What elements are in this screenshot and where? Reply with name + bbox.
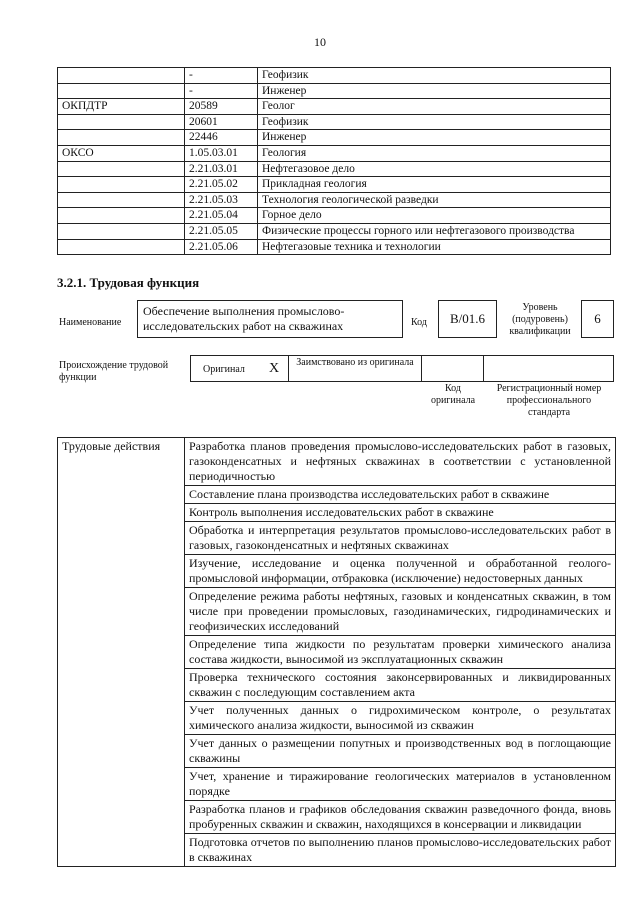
- reg-number-cell: [483, 355, 614, 382]
- name-cell: Нефтегазовое дело: [258, 161, 611, 177]
- name-cell: Нефтегазовые техника и технологии: [258, 239, 611, 255]
- labor-actions-header: Трудовые действия: [58, 438, 185, 867]
- occupation-row: [58, 145, 611, 161]
- function-name: Обеспечение выполнения промыслово-исследовательских работ на скважинах: [143, 304, 345, 333]
- origin-label: Происхождение трудовой функции: [59, 360, 169, 383]
- occupation-row: [58, 68, 611, 84]
- section-cell: [58, 239, 185, 255]
- section-cell: [58, 161, 185, 177]
- original-label: Оригинал: [203, 364, 245, 375]
- name-cell: Геофизик: [258, 114, 611, 130]
- labor-action-item: Определение типа жидкости по результатам проверки химического анализа состава жидкости, выносимой из эксплуатационных скважин: [185, 636, 616, 669]
- labor-action-item: Составление плана производства исследовательских работ в скважине: [185, 486, 616, 504]
- section-cell: [58, 223, 185, 239]
- labor-action-item: Проверка технического состояния законсервированных и ликвидированных скважин с последующим составлением акта: [185, 669, 616, 702]
- code-cell: 22446: [185, 130, 258, 146]
- original-mark: X: [269, 361, 280, 376]
- name-cell: Геофизик: [258, 68, 611, 84]
- section-cell: [58, 83, 185, 99]
- labor-actions-table: [57, 437, 616, 867]
- occupation-row: [58, 130, 611, 146]
- section-cell: [58, 177, 185, 193]
- occupation-row: [58, 83, 611, 99]
- borrowed-label: Заимствовано из оригинала: [296, 357, 414, 368]
- section-cell: ОКПДТР: [58, 99, 185, 115]
- labor-action-item: Учет, хранение и тиражирование геологических материалов в установленном порядке: [185, 768, 616, 801]
- occupation-row: [58, 161, 611, 177]
- code-cell: -: [185, 68, 258, 84]
- level-value: 6: [581, 300, 614, 338]
- section-cell: ОКСО: [58, 145, 185, 161]
- occupation-row: [58, 223, 611, 239]
- section-cell: [58, 114, 185, 130]
- labor-action-item: Изучение, исследование и оценка полученной и обработанной геолого-промысловой информации, отбраковка (исключение) недостоверных данных: [185, 555, 616, 588]
- code-cell: 1.05.03.01: [185, 145, 258, 161]
- labor-action-item: Контроль выполнения исследовательских работ в скважине: [185, 504, 616, 522]
- section-title: 3.2.1. Трудовая функция: [57, 275, 200, 290]
- code-cell: 20589: [185, 99, 258, 115]
- labor-action-item: Разработка планов и графиков обследования скважин разведочного фонда, вновь пробуренных скважин и скважин, находящихся в консервации и ликвидации: [185, 801, 616, 834]
- code-cell: 2.21.05.05: [185, 223, 258, 239]
- name-cell: Прикладная геология: [258, 177, 611, 193]
- occupation-row: [58, 192, 611, 208]
- code-cell: 2.21.03.01: [185, 161, 258, 177]
- code-value: В/01.6: [438, 300, 497, 338]
- code-cell: 2.21.05.02: [185, 177, 258, 193]
- name-label: Наименование: [59, 317, 122, 328]
- code-label: Код: [411, 317, 427, 328]
- reg-number-label: Регистрационный номер профессионального стандарта: [496, 383, 602, 418]
- occupation-row: [58, 208, 611, 224]
- occupation-row: [58, 114, 611, 130]
- code-cell: 20601: [185, 114, 258, 130]
- occupation-row: [58, 177, 611, 193]
- section-cell: [58, 208, 185, 224]
- labor-action-item: Разработка планов проведения промыслово-исследовательских работ в газовых, газоконденсатных и нефтяных скважинах в соответствии с установленной периодичностью: [185, 438, 616, 486]
- borrowed-cell: [288, 355, 422, 382]
- name-cell: Инженер: [258, 83, 611, 99]
- page-number: 10: [314, 35, 326, 49]
- code-original-cell: [421, 355, 484, 382]
- name-cell: Физические процессы горного или нефтегазового производства: [258, 223, 611, 239]
- occupation-row: [58, 239, 611, 255]
- function-name-box: [137, 300, 403, 338]
- occupations-table: [57, 67, 611, 255]
- labor-action-item: Учет полученных данных о гидрохимическом контроле, о результатах химического анализа жидкости, выносимой из скважин: [185, 702, 616, 735]
- name-cell: Геолог: [258, 99, 611, 115]
- labor-action-item: Учет данных о размещении попутных и производственных вод в поглощающие скважины: [185, 735, 616, 768]
- section-cell: [58, 192, 185, 208]
- name-cell: Инженер: [258, 130, 611, 146]
- code-cell: 2.21.05.03: [185, 192, 258, 208]
- code-cell: -: [185, 83, 258, 99]
- labor-action-item: Обработка и интерпретация результатов промыслово-исследовательских работ в газовых, газоконденсатных и нефтяных скважинах: [185, 522, 616, 555]
- name-cell: Технология геологической разведки: [258, 192, 611, 208]
- name-cell: Горное дело: [258, 208, 611, 224]
- level-label: Уровень (подуровень) квалификации: [509, 302, 571, 337]
- name-cell: Геология: [258, 145, 611, 161]
- section-cell: [58, 68, 185, 84]
- labor-action-row: [58, 438, 616, 486]
- labor-action-item: Подготовка отчетов по выполнению планов промыслово-исследовательских работ в скважинах: [185, 834, 616, 867]
- code-cell: 2.21.05.04: [185, 208, 258, 224]
- code-original-label: Код оригинала: [430, 383, 476, 406]
- section-cell: [58, 130, 185, 146]
- occupation-row: [58, 99, 611, 115]
- code-cell: 2.21.05.06: [185, 239, 258, 255]
- original-cell: [190, 355, 289, 382]
- labor-action-item: Определение режима работы нефтяных, газовых и конденсатных скважин, в том числе при проведении промысловых, газодинамических, гидродинамических и геофизических исследований: [185, 588, 616, 636]
